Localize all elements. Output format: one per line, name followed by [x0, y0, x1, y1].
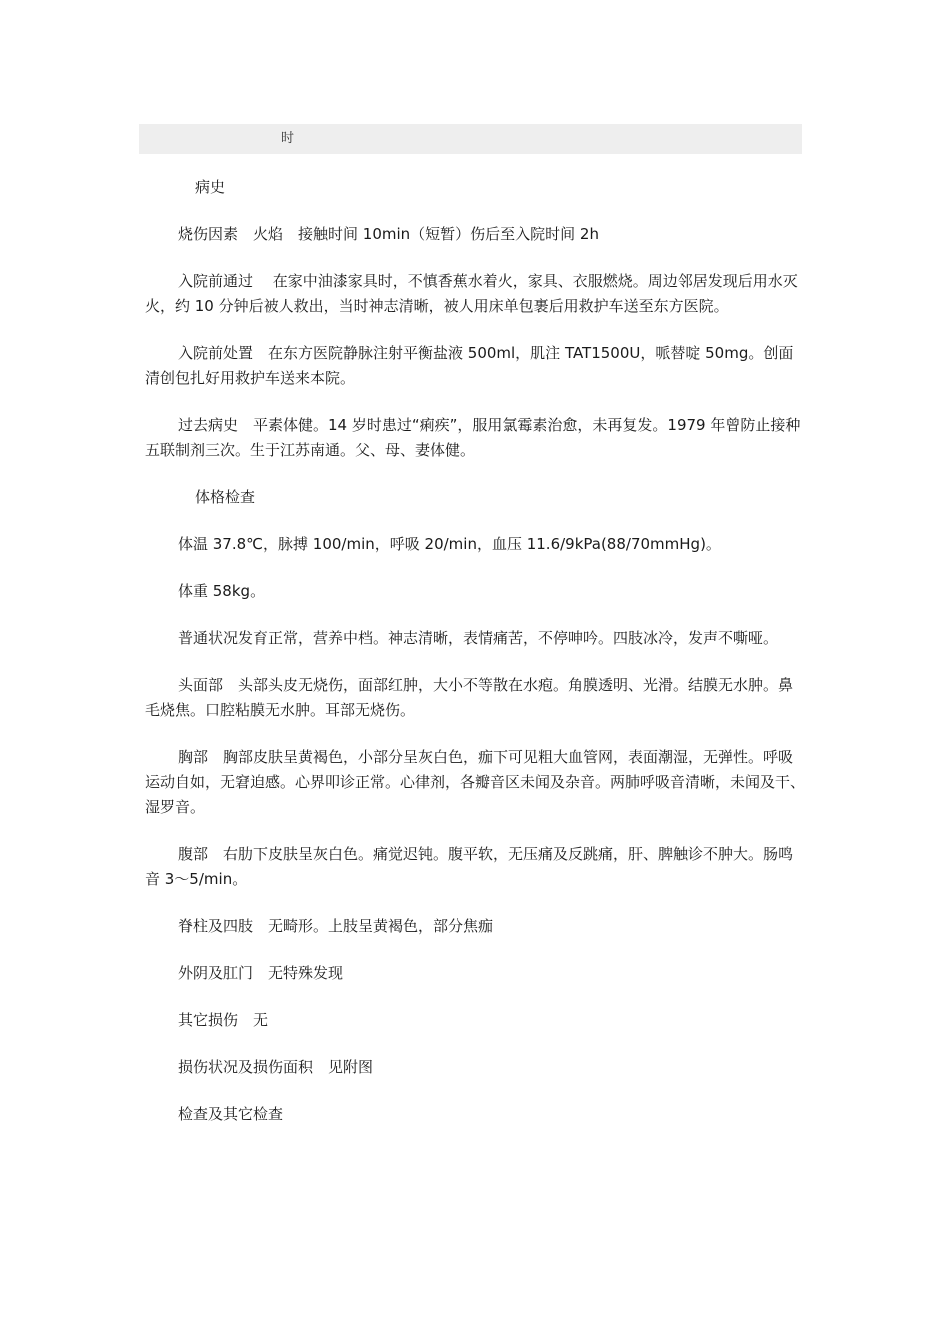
header-text: 时 — [281, 131, 295, 146]
paragraph-chest: 胸部 胸部皮肤呈黄褐色，小部分呈灰白色，痂下可见粗大血管网，表面潮湿，无弹性。呼吸运动自如，无窘迫感。心界叩诊正常。心律剂，各瓣音区未闻及杂音。两肺呼吸音清晰，未闻及干、湿罗音。 — [145, 748, 806, 816]
paragraph-past-history: 过去病史 平素体健。14 岁时患过“痢疾”，服用氯霉素治愈，未再复发。1979 年曾防止接种五联制剂三次。生于江苏南通。父、母、妻体健。 — [145, 416, 801, 459]
header-bar — [139, 124, 802, 154]
paragraph-abdomen: 腹部 右肋下皮肤呈灰白色。痛觉迟钝。腹平软，无压痛及反跳痛，肝、脾触诊不肿大。肠鸣音 3～5/min。 — [145, 845, 794, 888]
document-body — [145, 175, 805, 1149]
paragraph-pre-admission-treatment: 入院前处置 在东方医院静脉注射平衡盐液 500ml，肌注 TAT1500U，哌替啶 50mg。创面清创包扎好用救护车送来本院。 — [145, 344, 794, 387]
paragraph-injury-area: 损伤状况及损伤面积 见附图 — [178, 1058, 374, 1076]
paragraph-head-face: 头面部 头部头皮无烧伤，面部红肿，大小不等散在水疱。角膜透明、光滑。结膜无水肿。鼻毛烧焦。口腔粘膜无水肿。耳部无烧伤。 — [145, 676, 794, 719]
paragraph-pre-admission: 入院前通过 在家中油漆家具时，不慎香蕉水着火，家具、衣服燃烧。周边邻居发现后用水灭火，约 10 分钟后被人救出，当时神志清晰，被人用床单包裹后用救护车送至东方医院。 — [145, 272, 798, 315]
section-heading-history: 病史 — [195, 178, 226, 196]
paragraph-genitals-anus: 外阴及肛门 无特殊发现 — [178, 964, 344, 982]
paragraph-other-exams: 检查及其它检查 — [178, 1105, 284, 1123]
paragraph-weight: 体重 58kg。 — [178, 582, 266, 600]
section-heading-physical-exam: 体格检查 — [195, 488, 256, 506]
paragraph-spine-limbs: 脊柱及四肢 无畸形。上肢呈黄褐色，部分焦痂 — [178, 917, 494, 935]
paragraph-general-condition: 普通状况发育正常，营养中档。神志清晰，表情痛苦，不停呻吟。四肢冰冷，发声不嘶哑。 — [178, 629, 779, 647]
paragraph-burn-factors: 烧伤因素 火焰 接触时间 10min（短暂）伤后至入院时间 2h — [178, 225, 599, 243]
paragraph-other-injuries: 其它损伤 无 — [178, 1011, 269, 1029]
paragraph-vitals: 体温 37.8℃，脉搏 100/min，呼吸 20/min，血压 11.6/9kPa(88/70mmHg)。 — [178, 535, 721, 553]
